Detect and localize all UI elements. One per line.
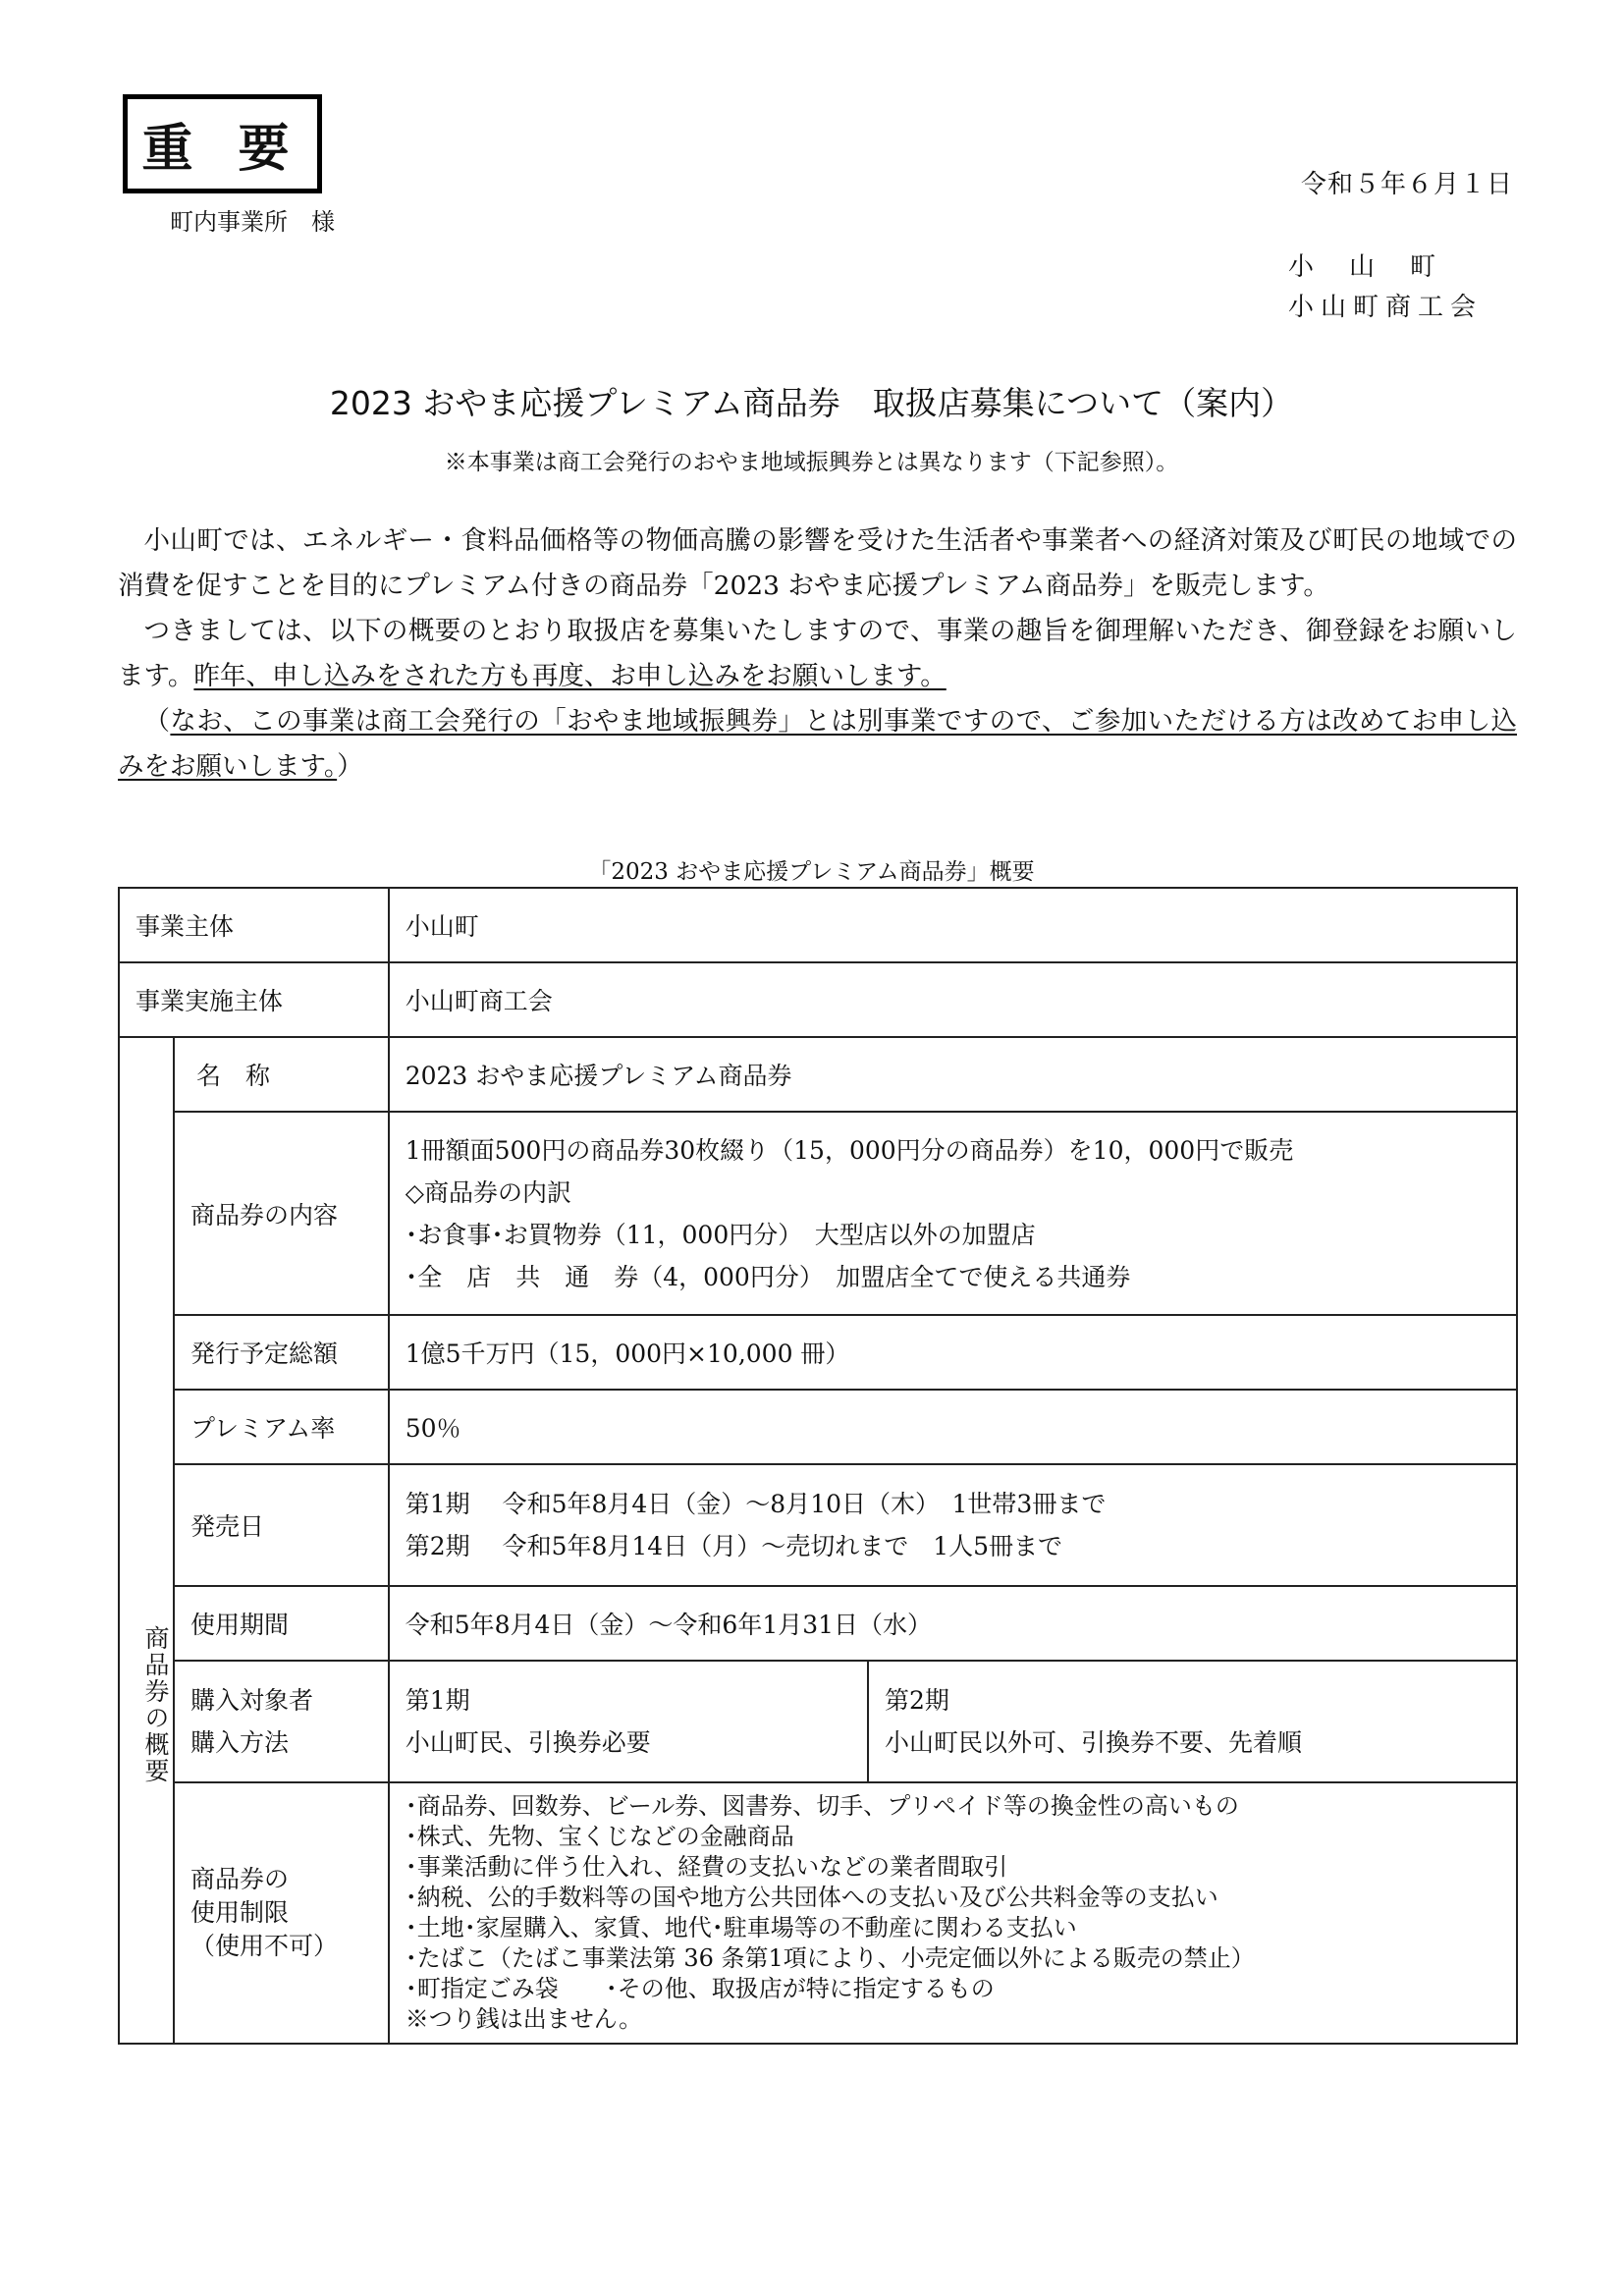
row-value-implementer: 小山町商工会	[389, 962, 1517, 1037]
row-label-purchase	[174, 1661, 389, 1782]
contents-line: ◇商品券の内訳	[405, 1177, 571, 1207]
group-label	[119, 1037, 174, 2044]
row-value-restrictions	[389, 1782, 1517, 2044]
phase1-title: 第1期	[405, 1686, 470, 1715]
table-row	[119, 1782, 1517, 2044]
row-label-total: 発行予定総額	[174, 1315, 389, 1390]
document-title: 2023 おやま応援プレミアム商品券 取扱店募集について（案内）	[329, 384, 1294, 422]
addressee: 町内事業所 様	[170, 208, 335, 236]
restrictions-label-1: 商品券の	[189, 1865, 289, 1893]
restriction-line: ･商品券、回数券、ビール券、図書券、切手、プリペイド等の換金性の高いもの	[405, 1792, 1239, 1820]
paragraph-3	[118, 699, 1517, 790]
document-subtitle: ※本事業は商工会発行のおやま地域振興券とは異なります（下記参照）。	[444, 450, 1179, 475]
paragraph-2-lead: つきましては、以下の概要のとおり取扱店を募集いたしますので、事業の趣旨を御理解いただき、御登録をお願いします。	[118, 616, 1517, 691]
restriction-line: ･町指定ごみ袋 ･その他、取扱店が特に指定するもの	[405, 1975, 995, 2002]
paragraph-3-open: （	[143, 706, 171, 737]
table-row	[119, 888, 1517, 962]
purchase-label-1: 購入対象者	[189, 1686, 313, 1715]
purchase-label-2: 購入方法	[189, 1728, 289, 1757]
table-row	[119, 1112, 1517, 1315]
contents-line: ･お食事･お買物券（11，000円分） 大型店以外の加盟店	[405, 1220, 1036, 1249]
body-text	[118, 519, 1517, 790]
phase2-title: 第2期	[885, 1686, 949, 1715]
restriction-line: ※つり銭は出ません。	[405, 2005, 643, 2033]
row-label-implementer: 事業実施主体	[119, 962, 389, 1037]
restrictions-label-2: 使用制限	[189, 1898, 289, 1927]
row-value-total: 1億5千万円（15，000円×10,000 冊）	[389, 1315, 1517, 1390]
row-value-period: 令和5年8月4日（金）～令和6年1月31日（水）	[389, 1586, 1517, 1661]
paragraph-1: 小山町では、エネルギー・食料品価格等の物価高騰の影響を受けた生活者や事業者への経済対策及び町民の地域での消費を促すことを目的にプレミアム付きの商品券「2023 おやま応援プレミアム商品券」を販売します。	[118, 525, 1517, 601]
row-label-name: 名 称	[174, 1037, 389, 1112]
row-value-name: 2023 おやま応援プレミアム商品券	[389, 1037, 1517, 1112]
contents-line: 1冊額面500円の商品券30枚綴り（15，000円分の商品券）を10，000円で販売	[405, 1135, 1294, 1165]
sender-chamber: 小山町商工会	[1288, 293, 1484, 322]
issue-date: 令和５年６月１日	[1300, 170, 1513, 199]
restriction-line: ･納税、公的手数料等の国や地方公共団体への支払い及び公共料金等の支払い	[405, 1884, 1218, 1911]
paragraph-2	[118, 609, 1517, 699]
row-label-premium: プレミアム率	[174, 1390, 389, 1464]
restriction-line: ･土地･家屋購入、家賃、地代･駐車場等の不動産に関わる支払い	[405, 1914, 1077, 1941]
restriction-line: ･事業活動に伴う仕入れ、経費の支払いなどの業者間取引	[405, 1853, 1008, 1881]
table-row	[119, 1464, 1517, 1586]
restrictions-label-3: （使用不可）	[189, 1932, 338, 1960]
overview-table	[118, 887, 1518, 2045]
table-caption: 「2023 おやま応援プレミアム商品券」概要	[588, 859, 1035, 885]
table-row	[119, 1661, 1517, 1782]
sale-date-line: 第1期 令和5年8月4日（金）～8月10日（木） 1世帯3冊まで	[405, 1490, 1107, 1518]
row-label-restrictions	[174, 1782, 389, 2044]
paragraph-3-close: ）	[337, 751, 363, 782]
sale-date-line: 第2期 令和5年8月14日（月）～売切れまで 1人5冊まで	[405, 1532, 1063, 1560]
row-value-premium: 50％	[389, 1390, 1517, 1464]
paragraph-3-underlined: なお、この事業は商工会発行の「おやま地域振興券」とは別事業ですので、ご参加いただける方は改めてお申し込みをお願いします。	[118, 706, 1517, 782]
paragraph-2-underlined: 昨年、申し込みをされた方も再度、お申し込みをお願いします。	[193, 661, 947, 691]
row-value-contents	[389, 1112, 1517, 1315]
restriction-line: ･株式、先物、宝くじなどの金融商品	[405, 1823, 794, 1850]
row-value-sale-date	[389, 1464, 1517, 1586]
table-row	[119, 962, 1517, 1037]
restriction-line: ･たばこ（たばこ事業法第 36 条第1項により、小売定価以外による販売の禁止）	[405, 1944, 1255, 1972]
phase2-value: 小山町民以外可、引換券不要、先着順	[885, 1728, 1303, 1757]
row-label-sale-date: 発売日	[174, 1464, 389, 1586]
row-label-period: 使用期間	[174, 1586, 389, 1661]
row-value-operator: 小山町	[389, 888, 1517, 962]
important-badge: 重 要	[123, 94, 322, 193]
sender-town: 小山町	[1288, 252, 1472, 282]
table-row	[119, 1586, 1517, 1661]
phase1-value: 小山町民、引換券必要	[405, 1728, 651, 1757]
contents-line: ･全 店 共 通 券（4，000円分） 加盟店全てで使える共通券	[405, 1262, 1131, 1291]
row-value-purchase-phase2	[868, 1661, 1517, 1782]
group-label-text: 商品券の概要	[140, 1625, 170, 1784]
table-row	[119, 1037, 1517, 1112]
row-label-contents: 商品券の内容	[174, 1112, 389, 1315]
table-row	[119, 1315, 1517, 1390]
row-label-operator: 事業主体	[119, 888, 389, 962]
row-value-purchase-phase1	[389, 1661, 868, 1782]
table-row	[119, 1390, 1517, 1464]
